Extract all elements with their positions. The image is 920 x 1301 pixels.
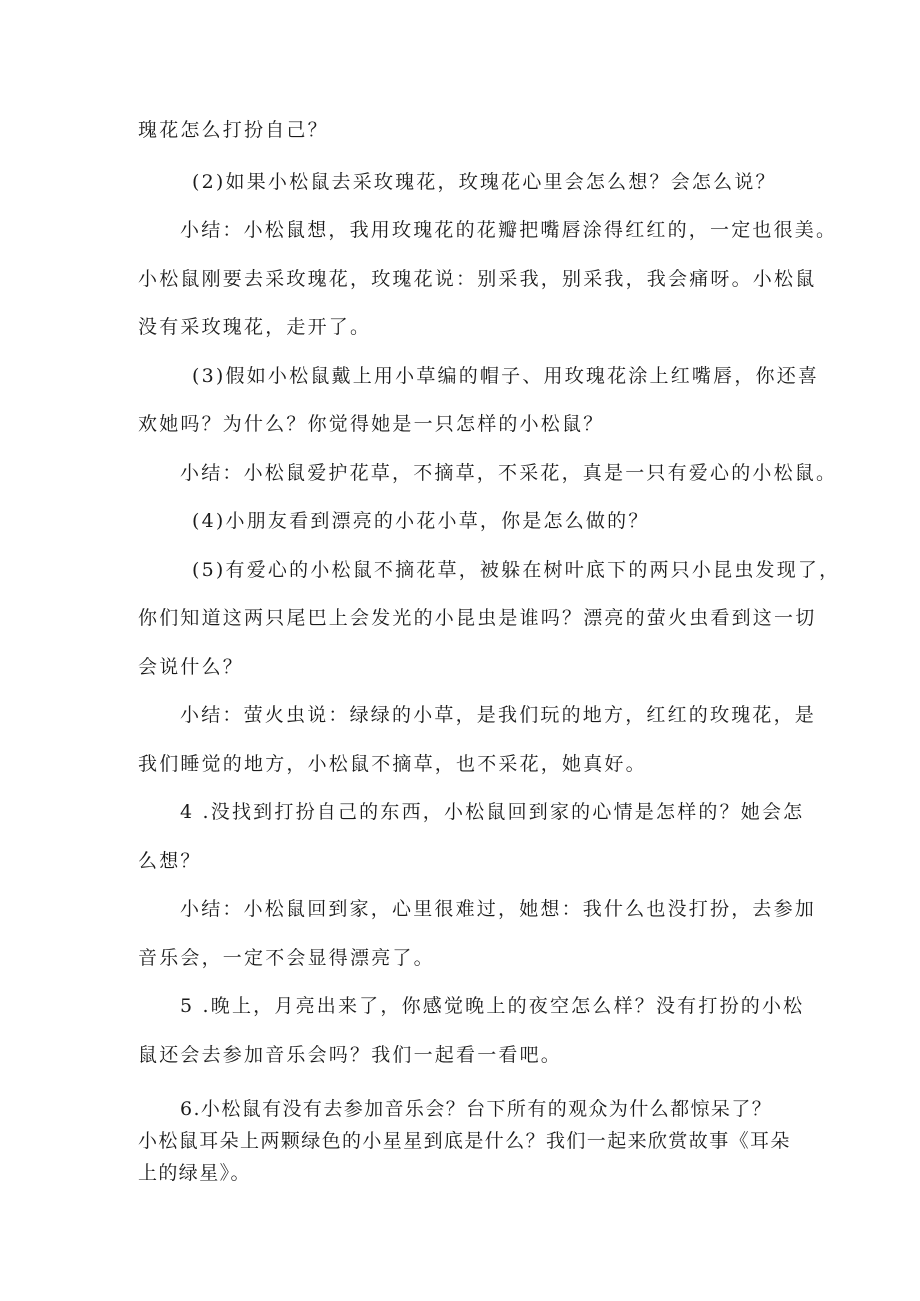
text-line: 你们知道这两只尾巴上会发光的小昆虫是谁吗？漂亮的萤火虫看到这一切: [138, 607, 817, 629]
text-line: 会说什么？: [138, 656, 245, 678]
text-line: 小松鼠耳朵上两颗绿色的小星星到底是什么？我们一起来欣赏故事《耳朵: [138, 1130, 791, 1152]
summary-line: 小结：萤火虫说：绿绿的小草，是我们玩的地方，红红的玫瑰花，是: [180, 704, 817, 726]
text-line: 没有采玫瑰花，走开了。: [138, 316, 372, 338]
question-4: (4)小朋友看到漂亮的小花小草，你是怎么做的？: [192, 510, 650, 532]
text-line: 音乐会，一定不会显得漂亮了。: [138, 947, 435, 969]
summary-line: 小结：小松鼠想，我用玫瑰花的花瓣把嘴唇涂得红红的，一定也很美。: [180, 219, 838, 241]
text-line: 瑰花怎么打扮自己？: [138, 119, 329, 141]
text-line: 欢她吗？为什么？你觉得她是一只怎样的小松鼠？: [138, 413, 605, 435]
summary-line: 小结：小松鼠回到家，心里很难过，她想：我什么也没打扮，去参加: [180, 898, 817, 920]
question-2: (2)如果小松鼠去采玫瑰花，玫瑰花心里会怎么想？会怎么说？: [192, 171, 777, 193]
item-4: 4 .没找到打扮自己的东西，小松鼠回到家的心情是怎样的？她会怎: [180, 801, 805, 823]
text-line: 鼠还会去参加音乐会吗？我们一起看一看吧。: [138, 1044, 563, 1066]
item-5: 5 .晚上，月亮出来了，你感觉晚上的夜空怎么样？没有打扮的小松: [180, 995, 805, 1017]
text-line: 我们睡觉的地方，小松鼠不摘草，也不采花，她真好。: [138, 753, 647, 775]
question-3: (3)假如小松鼠戴上用小草编的帽子、用玫瑰花涂上红嘴唇，你还喜: [192, 365, 820, 387]
text-line: 上的绿星》。: [138, 1162, 251, 1184]
text-line: 小松鼠刚要去采玫瑰花，玫瑰花说：别采我，别采我，我会痛呀。小松鼠: [138, 268, 817, 290]
question-5: (5)有爱心的小松鼠不摘花草，被躲在树叶底下的两只小昆虫发现了，: [192, 559, 841, 581]
item-6: 6.小松鼠有没有去参加音乐会？台下所有的观众为什么都惊呆了？: [180, 1098, 773, 1120]
text-line: 么想？: [138, 850, 202, 872]
summary-line: 小结：小松鼠爱护花草，不摘草，不采花，真是一只有爱心的小松鼠。: [180, 462, 838, 484]
